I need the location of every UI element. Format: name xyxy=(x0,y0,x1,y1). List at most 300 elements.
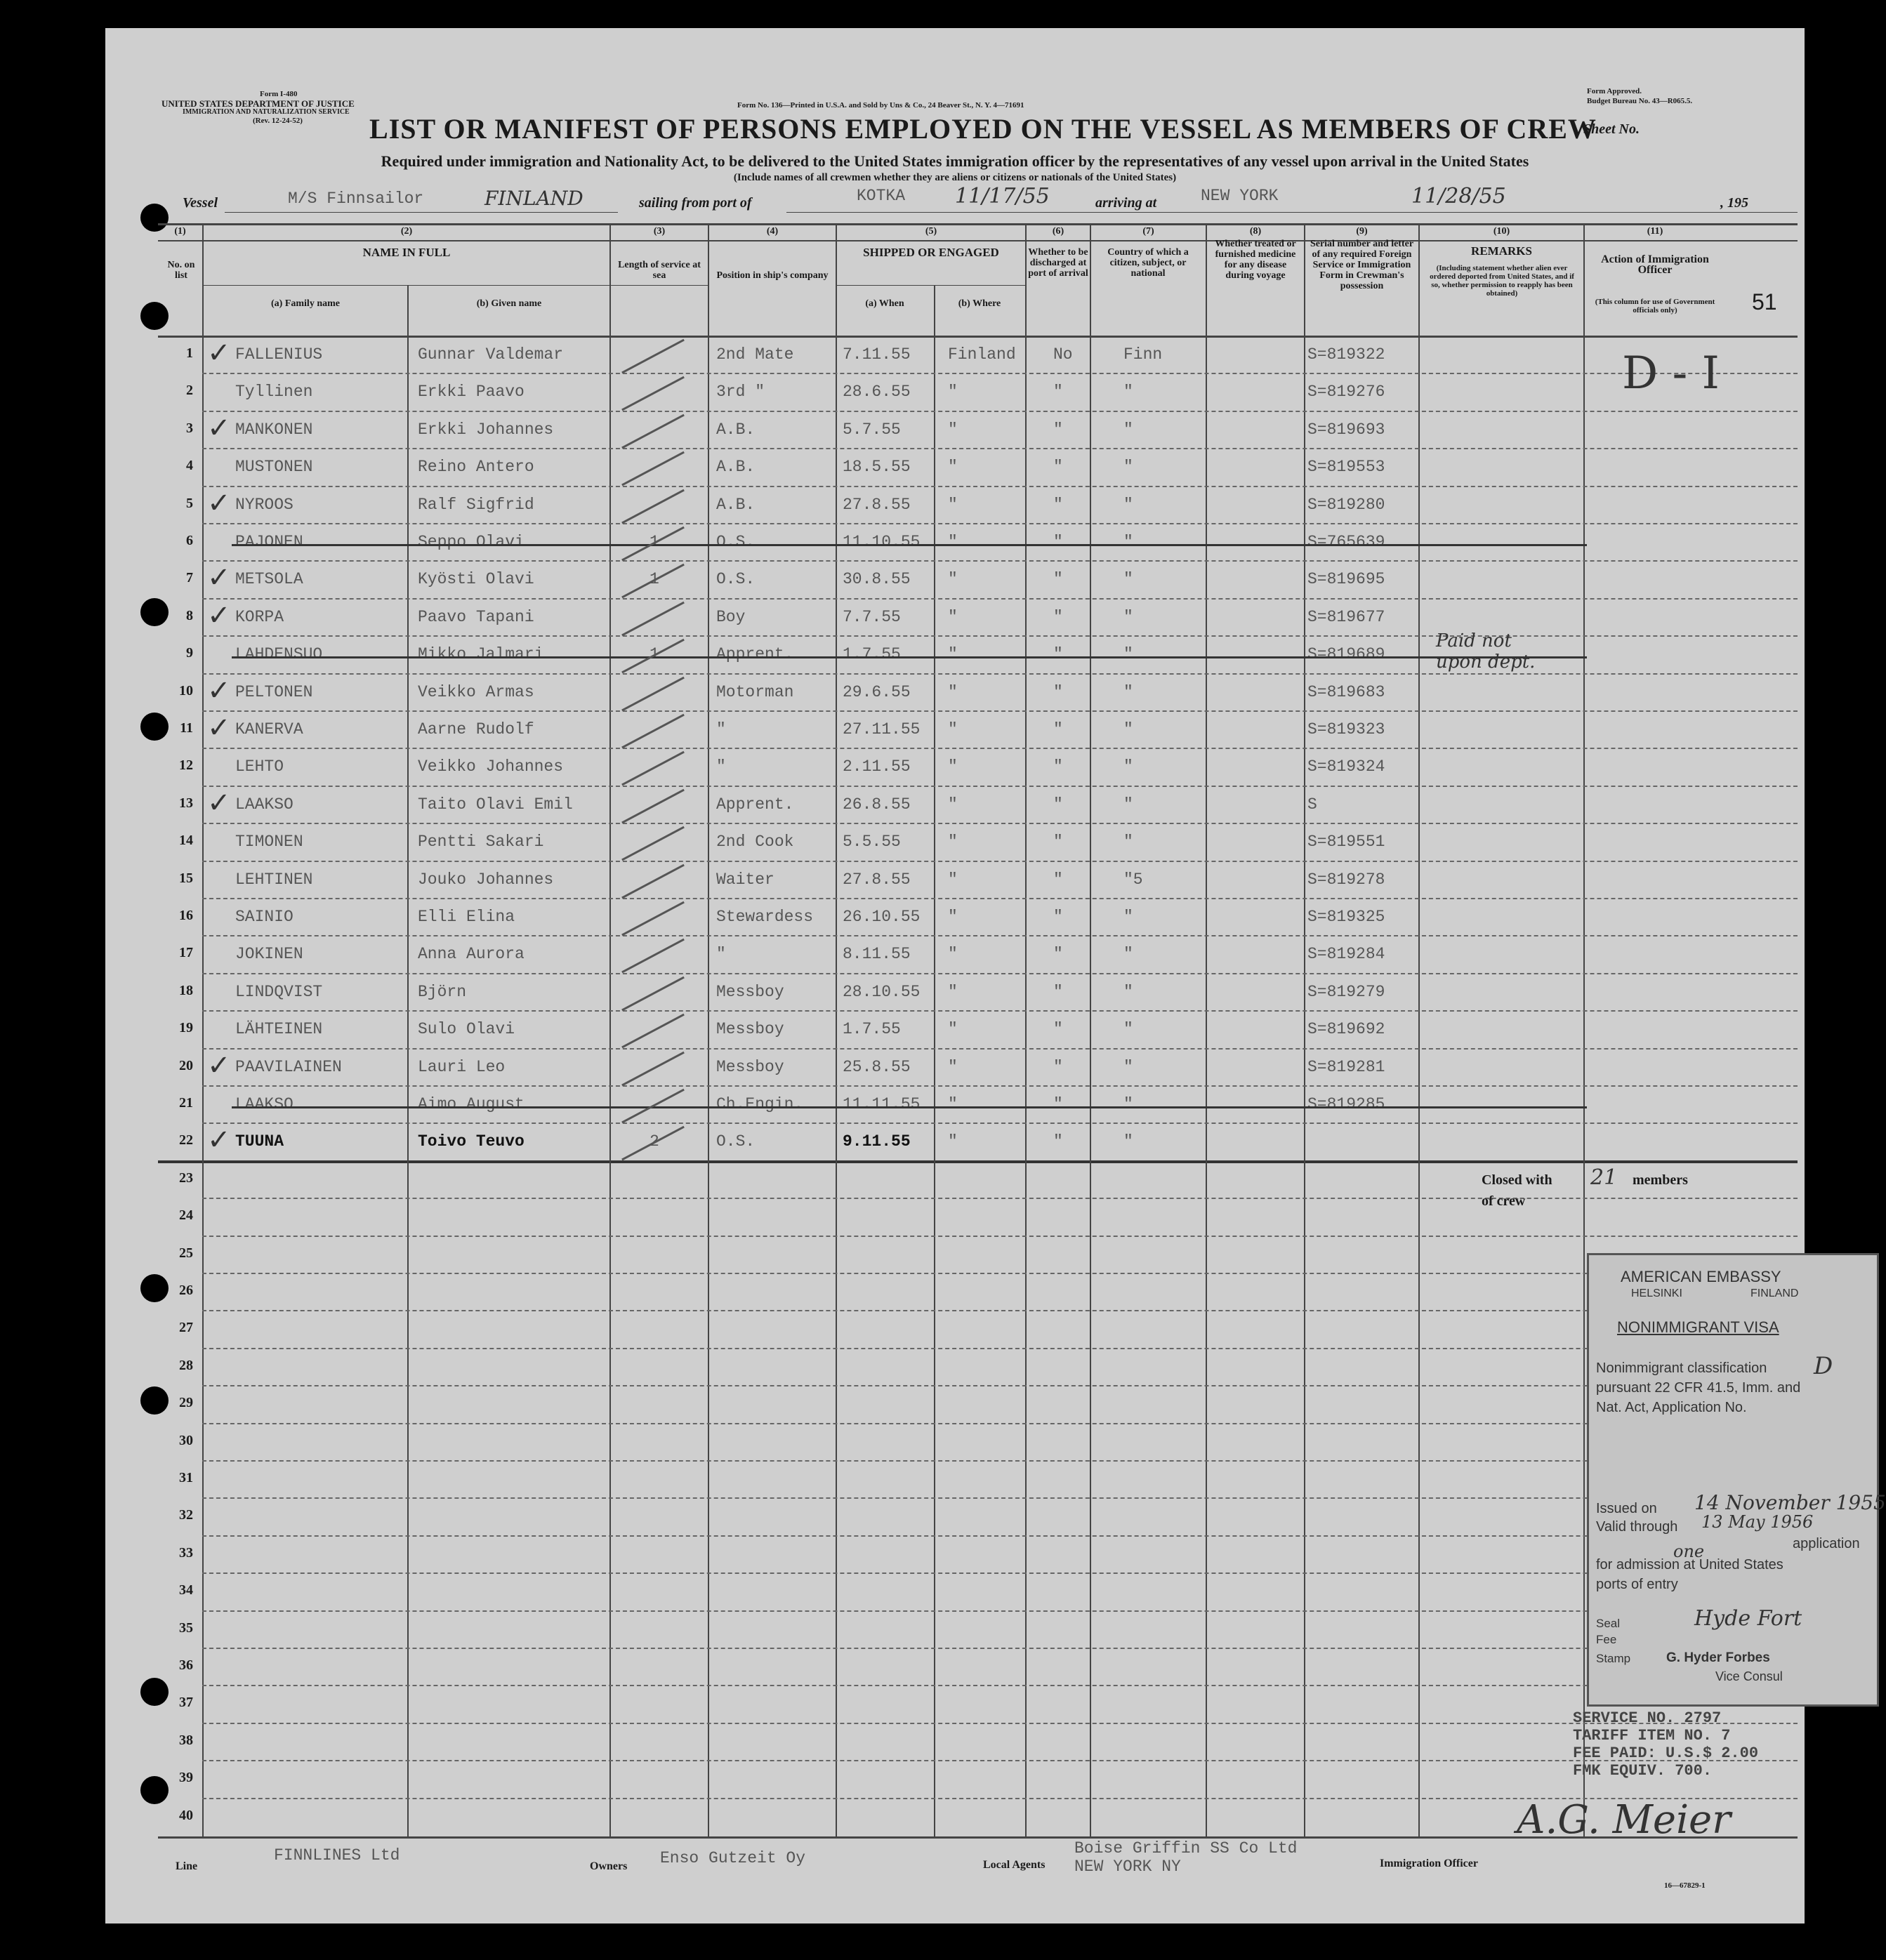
country: " xyxy=(1123,945,1133,963)
col-11-number: (11) xyxy=(1647,226,1663,237)
serial-number: S=819278 xyxy=(1307,870,1385,889)
row-number: 11 xyxy=(180,720,193,736)
check-mark: ✓ xyxy=(207,1124,231,1156)
country: " xyxy=(1123,833,1133,851)
family-name: LEHTINEN xyxy=(235,870,313,889)
stamp-seal: Seal xyxy=(1596,1617,1621,1630)
row-number: 13 xyxy=(179,795,193,811)
position: O.S. xyxy=(716,533,756,551)
country: " xyxy=(1123,757,1133,776)
serial-number: S=819677 xyxy=(1307,608,1385,626)
stamp-one: one xyxy=(1673,1542,1705,1561)
sailing-label: sailing from port of xyxy=(639,195,752,211)
length-slash-mark xyxy=(621,602,685,637)
shipped-where: " xyxy=(948,908,958,926)
row-number: 15 xyxy=(179,870,193,886)
stamp-application-count-label: application xyxy=(1793,1536,1860,1551)
family-name: TUUNA xyxy=(235,1132,284,1151)
family-name: PELTONEN xyxy=(235,683,313,701)
row-divider xyxy=(202,1648,1798,1649)
col-header-action: Action of Immigration Officer xyxy=(1601,253,1709,276)
agents-value-line1: Boise Griffin SS Co Ltd xyxy=(1074,1839,1298,1858)
col-1-number: (1) xyxy=(174,226,186,237)
row-divider xyxy=(202,898,1798,899)
punch-hole xyxy=(140,713,169,741)
row-divider xyxy=(202,523,1798,524)
shipped-where: " xyxy=(948,720,958,739)
family-name: LAAKSO xyxy=(235,1095,294,1113)
shipped-where: " xyxy=(948,945,958,963)
row-number: 33 xyxy=(179,1545,193,1561)
stamp-admission: for admission at United States xyxy=(1596,1557,1783,1572)
position: 2nd Mate xyxy=(716,345,794,364)
length-slash-mark xyxy=(621,1052,685,1087)
family-name: PAAVILAINEN xyxy=(235,1058,342,1076)
family-name: SAINIO xyxy=(235,908,294,926)
check-mark: ✓ xyxy=(207,562,231,594)
vessel-name: M/S Finnsailor xyxy=(288,190,424,208)
row-number: 21 xyxy=(179,1095,193,1111)
row-divider xyxy=(202,560,1798,562)
row-number: 38 xyxy=(179,1733,193,1748)
vessel-label: Vessel xyxy=(183,195,218,211)
row-divider xyxy=(202,786,1798,787)
position: Motorman xyxy=(716,683,794,701)
serial-number: S=819322 xyxy=(1307,345,1385,364)
shipped-when: 9.11.55 xyxy=(843,1132,911,1151)
row-number: 34 xyxy=(179,1582,193,1598)
row-divider xyxy=(202,411,1798,412)
consul-title: Vice Consul xyxy=(1715,1669,1783,1683)
row-number: 1 xyxy=(186,345,193,361)
strike-through-line xyxy=(232,544,1587,546)
page-title: LIST OR MANIFEST OF PERSONS EMPLOYED ON THE VESSEL AS MEMBERS OF CREW xyxy=(369,113,1597,145)
row-divider xyxy=(202,1610,1798,1612)
service: IMMIGRATION AND NATURALIZATION SERVICE xyxy=(183,108,350,116)
arriving-label: arriving at xyxy=(1095,195,1157,211)
serial-number: S xyxy=(1307,795,1317,814)
row-divider xyxy=(202,1572,1798,1574)
stamp-regulation: pursuant 22 CFR 41.5, Imm. and xyxy=(1596,1380,1801,1396)
shipped-when: 1.7.55 xyxy=(843,1020,901,1038)
col-4-number: (4) xyxy=(766,226,779,237)
service-number: SERVICE NO. 2797 xyxy=(1573,1709,1722,1727)
length-of-service: 1 xyxy=(649,570,659,588)
family-name: LAHDENSUO xyxy=(235,645,323,663)
row-divider xyxy=(202,1348,1798,1349)
position: " xyxy=(716,757,726,776)
serial-number: S=819692 xyxy=(1307,1020,1385,1038)
stamp-visa-type: NONIMMIGRANT VISA xyxy=(1617,1318,1779,1336)
sheet-label: Sheet No. xyxy=(1583,121,1640,137)
serial-number: S=819695 xyxy=(1307,570,1385,588)
vessel-country: FINLAND xyxy=(484,187,583,210)
row-divider xyxy=(202,673,1798,675)
shipped-where: " xyxy=(948,1020,958,1038)
page-mark: 51 xyxy=(1752,289,1777,314)
printer-line: Form No. 136—Printed in U.S.A. and Sold by Uns & Co., 24 Beaver St., N. Y. 4—71691 xyxy=(737,101,1024,110)
serial-number: S=819324 xyxy=(1307,757,1385,776)
shipped-where: " xyxy=(948,795,958,814)
col-6-number: (6) xyxy=(1052,226,1064,237)
length-slash-mark xyxy=(621,451,685,486)
shipped-when: 5.5.55 xyxy=(843,833,901,851)
punch-hole xyxy=(140,1678,169,1706)
position: Waiter xyxy=(716,870,774,889)
stamp-valid-label: Valid through xyxy=(1596,1519,1678,1535)
length-slash-mark xyxy=(621,414,685,449)
country: " xyxy=(1123,458,1133,476)
shipped-when: 25.8.55 xyxy=(843,1058,911,1076)
strike-through-line xyxy=(232,1106,1587,1108)
shipped-where: " xyxy=(948,683,958,701)
row-number: 23 xyxy=(179,1170,193,1186)
position: Apprent. xyxy=(716,645,794,663)
department: UNITED STATES DEPARTMENT OF JUSTICE xyxy=(161,98,355,109)
budget-bureau: Budget Bureau No. 43—R065.5. xyxy=(1587,97,1693,105)
row-number: 35 xyxy=(179,1620,193,1636)
serial-number: S=819553 xyxy=(1307,458,1385,476)
position: O.S. xyxy=(716,570,756,588)
position: Messboy xyxy=(716,983,784,1001)
col-header-where: (b) Where xyxy=(958,298,1001,309)
family-name: LEHTO xyxy=(235,757,284,776)
check-mark: ✓ xyxy=(207,412,231,444)
row-number: 7 xyxy=(186,570,193,585)
revision: (Rev. 12-24-52) xyxy=(253,117,303,125)
country: Finn xyxy=(1123,345,1163,364)
form-number: Form I-480 xyxy=(260,90,298,98)
row-divider xyxy=(202,448,1798,449)
owners-label: Owners xyxy=(590,1860,628,1872)
col-header-length: Length of service at sea xyxy=(618,260,701,281)
position: O.S. xyxy=(716,1132,756,1151)
country: " xyxy=(1123,720,1133,739)
row-divider xyxy=(202,1723,1798,1724)
col-header-serial: Serial number and letter of any required Foreign Service or Immigration Form in Crewman's possession xyxy=(1310,239,1414,291)
family-name: METSOLA xyxy=(235,570,303,588)
row-divider xyxy=(202,1760,1798,1761)
officer-signature: A.G. Meier xyxy=(1517,1797,1731,1843)
row-number: 16 xyxy=(179,908,193,923)
row-divider xyxy=(202,1010,1798,1012)
sailing-port: KOTKA xyxy=(857,187,906,205)
length-slash-mark xyxy=(621,751,685,786)
line-value: FINNLINES Ltd xyxy=(274,1846,400,1865)
serial-number: S=819276 xyxy=(1307,383,1385,401)
row-divider xyxy=(202,1236,1798,1237)
shipped-where: Finland xyxy=(948,345,1016,364)
shipped-where: " xyxy=(948,833,958,851)
punch-hole xyxy=(140,1776,169,1804)
row-number: 28 xyxy=(179,1358,193,1373)
length-of-service: 1 xyxy=(649,533,659,551)
given-name: Aimo August xyxy=(418,1095,525,1113)
shipped-when: 27.11.55 xyxy=(843,720,921,739)
given-name: Lauri Leo xyxy=(418,1058,506,1076)
stamp-stamp-label: Stamp xyxy=(1596,1652,1631,1665)
row-number: 3 xyxy=(186,421,193,436)
stamp-embassy: AMERICAN EMBASSY xyxy=(1621,1268,1781,1285)
position: A.B. xyxy=(716,421,756,439)
to-be-discharged: " xyxy=(1053,945,1063,963)
col-9-number: (9) xyxy=(1356,226,1368,237)
to-be-discharged: " xyxy=(1053,458,1063,476)
given-name: Sulo Olavi xyxy=(418,1020,515,1038)
given-name: Seppo Olavi xyxy=(418,533,525,551)
shipped-where: " xyxy=(948,983,958,1001)
action-mark: D - I xyxy=(1622,347,1720,399)
col-remarks-note: (Including statement whether alien ever ordered deported from United States, and if so, whether permission to reapply has been obtained) xyxy=(1430,264,1574,298)
row-divider xyxy=(202,1310,1798,1311)
serial-number: S=819551 xyxy=(1307,833,1385,851)
col-header-no: No. on list xyxy=(167,260,195,281)
shipped-when: 27.8.55 xyxy=(843,496,911,514)
shipped-where: " xyxy=(948,421,958,439)
row-number: 9 xyxy=(186,645,193,661)
closed-members: members xyxy=(1633,1172,1688,1188)
to-be-discharged: " xyxy=(1053,1095,1063,1113)
officer-label: Immigration Officer xyxy=(1380,1858,1478,1869)
to-be-discharged: " xyxy=(1053,795,1063,814)
form-approved: Form Approved. xyxy=(1587,87,1642,95)
family-name: MANKONEN xyxy=(235,421,313,439)
check-mark: ✓ xyxy=(207,337,231,369)
row-number: 2 xyxy=(186,383,193,398)
stamp-issued-label: Issued on xyxy=(1596,1501,1657,1516)
length-slash-mark xyxy=(621,339,685,374)
punch-hole xyxy=(140,302,169,330)
row-number: 27 xyxy=(179,1320,193,1335)
col-10-number: (10) xyxy=(1493,226,1510,237)
length-slash-mark xyxy=(621,489,685,524)
length-of-service: 2 xyxy=(649,1132,659,1151)
row-divider xyxy=(202,1497,1798,1499)
shipped-when: 5.7.55 xyxy=(843,421,901,439)
shipped-where: " xyxy=(948,533,958,551)
check-mark: ✓ xyxy=(207,675,231,707)
row-divider xyxy=(202,635,1798,637)
shipped-where: " xyxy=(948,1095,958,1113)
country: " xyxy=(1123,383,1133,401)
row-number: 31 xyxy=(179,1470,193,1485)
to-be-discharged: " xyxy=(1053,720,1063,739)
row-number: 5 xyxy=(186,496,193,511)
closed-count: 21 xyxy=(1590,1165,1618,1190)
shipped-when: 28.10.55 xyxy=(843,983,921,1001)
col-header-name: NAME IN FULL xyxy=(362,246,451,259)
family-name: LINDQVIST xyxy=(235,983,323,1001)
country: " xyxy=(1123,1020,1133,1038)
family-name: LAAKSO xyxy=(235,795,294,814)
punch-hole xyxy=(140,598,169,626)
to-be-discharged: " xyxy=(1053,533,1063,551)
check-mark: ✓ xyxy=(207,787,231,819)
shipped-when: 8.11.55 xyxy=(843,945,911,963)
position: " xyxy=(716,945,726,963)
row-divider xyxy=(202,598,1798,600)
shipped-where: " xyxy=(948,383,958,401)
serial-number: S=819285 xyxy=(1307,1095,1385,1113)
serial-number: S=819325 xyxy=(1307,908,1385,926)
shipped-where: " xyxy=(948,645,958,663)
position: A.B. xyxy=(716,458,756,476)
length-slash-mark xyxy=(621,1014,685,1049)
shipped-where: " xyxy=(948,757,958,776)
family-name: MUSTONEN xyxy=(235,458,313,476)
remarks-note-line2: upon dept. xyxy=(1436,651,1536,673)
position: 2nd Cook xyxy=(716,833,794,851)
serial-number: S=765639 xyxy=(1307,533,1385,551)
row-number: 19 xyxy=(179,1020,193,1035)
row-number: 39 xyxy=(179,1770,193,1785)
arriving-date: 11/28/55 xyxy=(1411,184,1506,208)
closed-label: Closed with xyxy=(1482,1172,1552,1188)
form-code: 16—67829-1 xyxy=(1664,1881,1706,1890)
family-name: Tyllinen xyxy=(235,383,313,401)
row-number: 40 xyxy=(179,1808,193,1823)
given-name: Elli Elina xyxy=(418,908,515,926)
shipped-when: 28.6.55 xyxy=(843,383,911,401)
row-number: 30 xyxy=(179,1433,193,1448)
stamp-application: Nat. Act, Application No. xyxy=(1596,1400,1747,1415)
closed-crew: of crew xyxy=(1482,1193,1526,1209)
position: Stewardess xyxy=(716,908,814,926)
col-2-number: (2) xyxy=(400,226,413,237)
serial-number: S=819281 xyxy=(1307,1058,1385,1076)
family-name: KANERVA xyxy=(235,720,303,739)
row-divider xyxy=(202,1085,1798,1087)
serial-number: S=819689 xyxy=(1307,645,1385,663)
row-number: 14 xyxy=(179,833,193,848)
consul-signature: Hyde Fort xyxy=(1694,1606,1802,1631)
country: " xyxy=(1123,496,1133,514)
to-be-discharged: " xyxy=(1053,757,1063,776)
fmk-equiv: FMK EQUIV. 700. xyxy=(1573,1762,1713,1780)
arriving-port: NEW YORK xyxy=(1201,187,1279,205)
given-name: Veikko Johannes xyxy=(418,757,564,776)
given-name: Reino Antero xyxy=(418,458,534,476)
row-divider xyxy=(202,935,1798,936)
col-header-discharged: Whether to be discharged at port of arrival xyxy=(1028,247,1088,279)
row-divider xyxy=(202,373,1798,374)
row-number: 22 xyxy=(179,1132,193,1148)
stamp-valid-date: 13 May 1956 xyxy=(1701,1512,1814,1532)
row-divider xyxy=(202,1423,1798,1424)
fee-paid: FEE PAID: U.S.$ 2.00 xyxy=(1573,1744,1759,1762)
country: " xyxy=(1123,983,1133,1001)
position: Messboy xyxy=(716,1020,784,1038)
agents-label: Local Agents xyxy=(983,1859,1046,1871)
country: " xyxy=(1123,608,1133,626)
punch-hole xyxy=(140,1274,169,1302)
consul-name: G. Hyder Forbes xyxy=(1666,1650,1770,1665)
row-divider xyxy=(202,823,1798,824)
stamp-fee: Fee xyxy=(1596,1633,1617,1646)
length-slash-mark xyxy=(621,1126,685,1161)
given-name: Gunnar Valdemar xyxy=(418,345,564,364)
country: " xyxy=(1123,683,1133,701)
row-number: 36 xyxy=(179,1657,193,1673)
given-name: Björn xyxy=(418,983,467,1001)
length-slash-mark xyxy=(621,976,685,1012)
length-slash-mark xyxy=(621,826,685,861)
to-be-discharged: No xyxy=(1053,345,1073,364)
row-number: 17 xyxy=(179,945,193,960)
row-divider xyxy=(202,748,1798,749)
to-be-discharged: " xyxy=(1053,1058,1063,1076)
subtitle-note: (Include names of all crewmen whether they are aliens or citizens or nationals of the United States) xyxy=(733,172,1177,183)
row-divider xyxy=(202,1273,1798,1274)
country: " xyxy=(1123,1058,1133,1076)
to-be-discharged: " xyxy=(1053,1020,1063,1038)
shipped-when: 30.8.55 xyxy=(843,570,911,588)
to-be-discharged: " xyxy=(1053,608,1063,626)
row-number: 18 xyxy=(179,983,193,998)
sailing-date: 11/17/55 xyxy=(955,184,1050,208)
given-name: Erkki Paavo xyxy=(418,383,525,401)
row-divider xyxy=(202,1385,1798,1386)
row-divider xyxy=(202,1198,1798,1199)
row-number: 24 xyxy=(179,1207,193,1223)
visa-stamp xyxy=(1587,1253,1886,1707)
shipped-when: 29.6.55 xyxy=(843,683,911,701)
to-be-discharged: " xyxy=(1053,645,1063,663)
position: Messboy xyxy=(716,1058,784,1076)
row-divider xyxy=(202,1460,1798,1462)
row-number: 26 xyxy=(179,1283,193,1298)
col-header-country: Country of which a citizen, subject, or national xyxy=(1107,247,1189,279)
serial-number: S=819683 xyxy=(1307,683,1385,701)
shipped-where: " xyxy=(948,496,958,514)
shipped-when: 7.11.55 xyxy=(843,345,911,364)
row-number: 10 xyxy=(179,683,193,698)
check-mark: ✓ xyxy=(207,712,231,744)
given-name: Anna Aurora xyxy=(418,945,525,963)
shipped-when: 26.10.55 xyxy=(843,908,921,926)
tariff-item: TARIFF ITEM NO. 7 xyxy=(1573,1727,1731,1744)
row-number: 20 xyxy=(179,1058,193,1073)
country: "5 xyxy=(1123,870,1143,889)
length-of-service: 1 xyxy=(649,645,659,663)
row-number: 4 xyxy=(186,458,193,473)
subtitle: Required under immigration and Nationality Act, to be delivered to the United States immigration officer by the representatives of any vessel upon arrival in the United States xyxy=(381,152,1529,170)
serial-number: S=819284 xyxy=(1307,945,1385,963)
serial-number: S=819323 xyxy=(1307,720,1385,739)
position: " xyxy=(716,720,726,739)
shipped-when: 11.10.55 xyxy=(843,533,921,551)
col-7-number: (7) xyxy=(1142,226,1154,237)
col-header-family-name: (a) Family name xyxy=(271,298,340,309)
stamp-issued-date: 14 November 1955 xyxy=(1694,1491,1886,1514)
given-name: Mikko Jalmari xyxy=(418,645,544,663)
length-slash-mark xyxy=(621,714,685,749)
col-5-number: (5) xyxy=(925,226,937,237)
country: " xyxy=(1123,533,1133,551)
country: " xyxy=(1123,645,1133,663)
shipped-where: " xyxy=(948,608,958,626)
col-3-number: (3) xyxy=(653,226,666,237)
length-slash-mark xyxy=(621,376,685,411)
position: 3rd " xyxy=(716,383,765,401)
country: " xyxy=(1123,795,1133,814)
family-name: TIMONEN xyxy=(235,833,303,851)
col-action-note: (This column for use of Government officials only) xyxy=(1595,298,1715,314)
country: " xyxy=(1123,908,1133,926)
given-name: Jouko Johannes xyxy=(418,870,554,889)
country: " xyxy=(1123,1095,1133,1113)
family-name: LÄHTEINEN xyxy=(235,1020,323,1038)
